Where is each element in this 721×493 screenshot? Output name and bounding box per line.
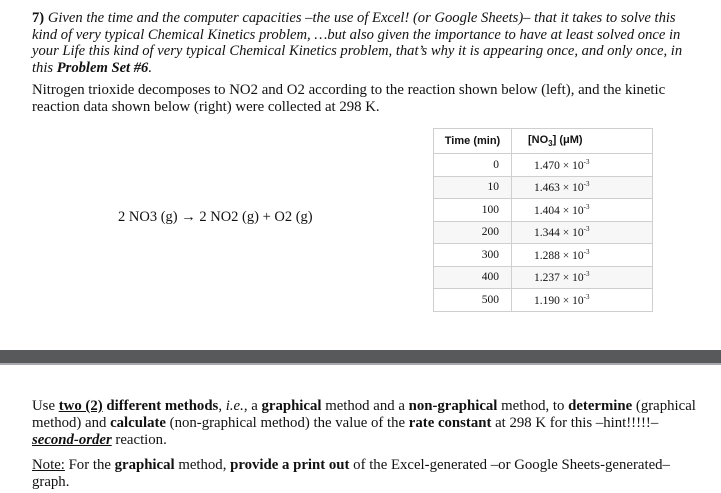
concentration-cell <box>512 199 653 222</box>
concentration-cell <box>512 244 653 267</box>
task-two: two (2) <box>58 398 103 414</box>
concentration-mantissa: 1.190 × 10 <box>534 294 584 307</box>
intro-end: . <box>148 59 153 76</box>
concentration-mantissa: 1.344 × 10 <box>534 227 584 240</box>
concentration-cell <box>512 176 653 199</box>
problem-set-label: Problem Set #6 <box>56 59 149 76</box>
table-row <box>434 244 653 267</box>
note-label: Note: <box>32 457 65 473</box>
task-graphical: graphical <box>261 398 322 414</box>
task-second-order: second-order <box>32 432 112 448</box>
task-instructions <box>32 398 696 449</box>
concentration-exponent: -3 <box>583 247 590 256</box>
concentration-exponent: -3 <box>583 202 590 211</box>
note-text: of the Excel-generated –or Google Sheets-generated– graph. <box>32 457 670 490</box>
task-text: , a <box>243 398 262 414</box>
task-different: different methods <box>106 398 219 414</box>
reaction-equation: 2 NO3 (g) → 2 NO2 (g) + O2 (g) <box>118 209 313 225</box>
time-cell: 100 <box>434 199 512 222</box>
concentration-cell <box>512 289 653 312</box>
concentration-exponent: -3 <box>583 225 590 234</box>
time-cell: 0 <box>434 154 512 177</box>
conc-header-a: [NO <box>528 133 549 146</box>
task-nongraphical: non-graphical <box>408 398 498 414</box>
task-text: at 298 K for this –hint!!!!!– <box>491 415 659 431</box>
task-text: (non-graphical method) the value of the <box>165 415 409 431</box>
task-rate: rate constant <box>408 415 492 431</box>
section-divider <box>0 350 721 363</box>
question-intro <box>32 10 696 76</box>
task-text: (graphical method) and <box>32 398 696 431</box>
concentration-mantissa: 1.237 × 10 <box>534 272 584 285</box>
time-cell: 300 <box>434 244 512 267</box>
question-number: 7) <box>32 10 45 26</box>
note-paragraph <box>32 457 696 491</box>
col-header-concentration <box>512 129 653 154</box>
problem-statement: Nitrogen trioxide decomposes to NO2 and O2 according to the reaction shown below (left), and the kinetic reaction data shown below (right) were collected at 298 K. <box>32 82 666 115</box>
task-text: method, to <box>497 398 569 414</box>
concentration-exponent: -3 <box>583 270 590 279</box>
concentration-exponent: -3 <box>583 292 590 301</box>
concentration-mantissa: 1.288 × 10 <box>534 249 584 262</box>
table-row <box>434 266 653 289</box>
table-row <box>434 199 653 222</box>
table-header-row <box>434 129 653 154</box>
note-text: For the <box>64 457 115 473</box>
task-ie: i.e. <box>225 398 244 414</box>
concentration-exponent: -3 <box>583 157 590 166</box>
col-header-time: Time (min) <box>434 129 512 154</box>
task-text: method and a <box>321 398 409 414</box>
concentration-cell <box>512 266 653 289</box>
task-text: Use <box>32 398 59 414</box>
conc-header-sub: 3 <box>548 139 553 149</box>
concentration-mantissa: 1.470 × 10 <box>534 159 584 172</box>
table-row <box>434 289 653 312</box>
note-graphical: graphical <box>114 457 175 473</box>
time-cell: 200 <box>434 221 512 244</box>
note-provide: provide a print out <box>230 457 350 473</box>
intro-text: Given the time and the computer capacities –the use of Excel! (or Google Sheets)– that it takes to solve this kind of very typical Chemical Kinetics problem, …but also given the importance to have at least solved once in your Life this kind of very typical Chemical Kinetics problem, that’s why it is appearing once, and only once, in this <box>32 10 683 76</box>
task-determine: determine <box>568 398 633 414</box>
table-row <box>434 221 653 244</box>
kinetic-data-table <box>433 128 653 312</box>
concentration-exponent: -3 <box>583 180 590 189</box>
task-text: reaction. <box>111 432 167 448</box>
time-cell: 10 <box>434 176 512 199</box>
concentration-mantissa: 1.463 × 10 <box>534 182 584 195</box>
concentration-cell <box>512 154 653 177</box>
table-row <box>434 154 653 177</box>
note-text: method, <box>174 457 231 473</box>
concentration-mantissa: 1.404 × 10 <box>534 204 584 217</box>
time-cell: 400 <box>434 266 512 289</box>
concentration-cell <box>512 221 653 244</box>
time-cell: 500 <box>434 289 512 312</box>
conc-header-b: ] (μM) <box>552 133 583 146</box>
table-row <box>434 176 653 199</box>
task-text: , <box>218 398 226 414</box>
task-calculate: calculate <box>110 415 166 431</box>
